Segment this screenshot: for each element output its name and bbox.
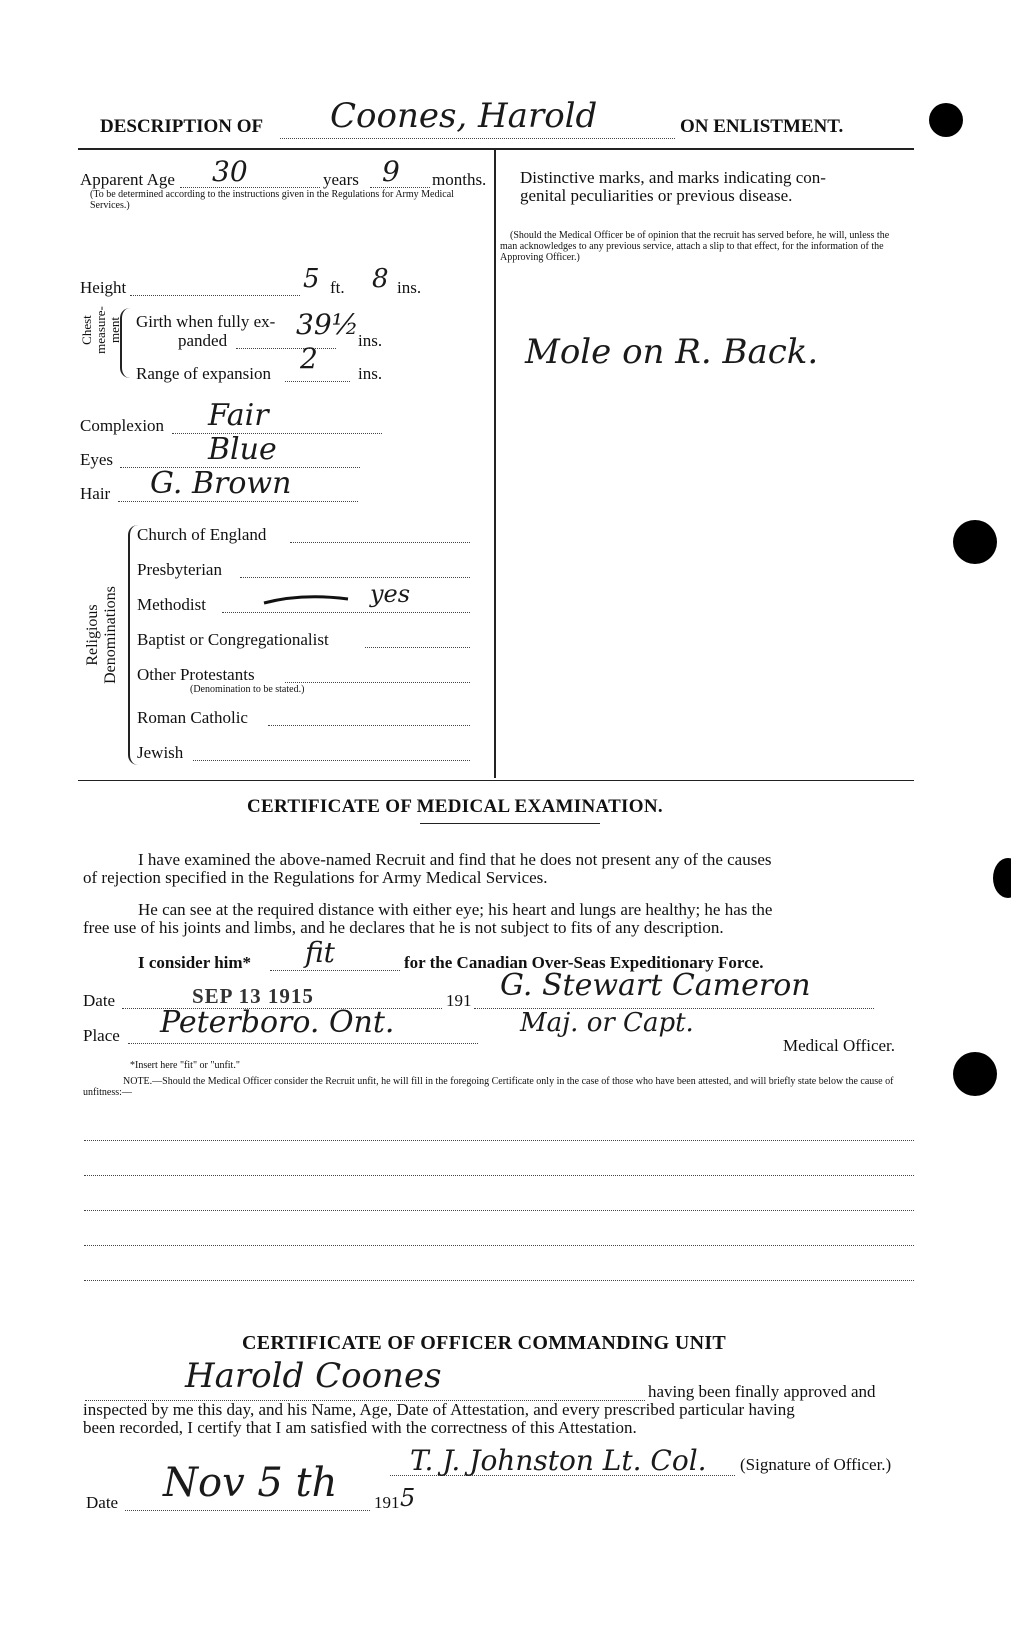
- header-prefix: DESCRIPTION OF: [100, 116, 264, 137]
- girth-ins-label: ins.: [358, 331, 383, 350]
- medical-officer-label: Medical Officer.: [783, 1036, 896, 1055]
- medical-place-label: Place: [83, 1026, 120, 1045]
- unfitness-line-5: [84, 1280, 914, 1281]
- eyes-value: Blue: [208, 432, 277, 467]
- age-years-value: 30: [212, 155, 248, 188]
- fitness-value: fit: [305, 936, 335, 969]
- commanding-line1: having been finally approved and: [648, 1382, 876, 1401]
- ins-label: ins.: [397, 278, 422, 297]
- religion-methodist: Methodist: [137, 595, 206, 614]
- commanding-line2: inspected by me this day, and his Name, Age, Date of Attestation, and every prescribed particular having: [83, 1400, 795, 1419]
- commanding-line3: been recorded, I certify that I am satisfied with the correctness of this Attestation.: [83, 1418, 637, 1437]
- hair-value: G. Brown: [150, 466, 292, 501]
- religion-baptist: Baptist or Congregationalist: [137, 630, 329, 649]
- hair-label: Hair: [80, 484, 111, 503]
- chest-measurement-label: Chest measure-ment: [79, 306, 122, 354]
- medical-certificate-title: CERTIFICATE OF MEDICAL EXAMINATION.: [247, 796, 663, 817]
- consider-prefix: I consider him*: [138, 953, 252, 972]
- religion-side-label-1: Religious: [84, 604, 101, 666]
- punch-hole: [953, 1052, 997, 1096]
- unfitness-note: NOTE.—Should the Medical Officer consider the Recruit unfit, he will fill in the foregoing Certificate only in the case of those who have been attested, and will briefly state below the cause of unfitness:—: [83, 1076, 894, 1098]
- denomination-note: (Denomination to be stated.): [190, 684, 305, 695]
- height-label: Height: [80, 278, 127, 297]
- punch-hole: [993, 858, 1011, 898]
- religion-roman-catholic: Roman Catholic: [137, 708, 248, 727]
- insert-note: *Insert here "fit" or "unfit.": [130, 1060, 240, 1071]
- punch-hole: [929, 103, 963, 137]
- top-rule: [78, 148, 914, 150]
- commanding-officer-signature: T. J. Johnston Lt. Col.: [410, 1444, 707, 1477]
- complexion-value: Fair: [208, 398, 269, 433]
- months-label: months.: [432, 170, 487, 189]
- marks-heading-2: genital peculiarities or previous disease.: [520, 186, 793, 205]
- ft-label: ft.: [330, 278, 345, 297]
- commanding-recruit-name: Harold Coones: [185, 1356, 442, 1396]
- commanding-certificate-title: CERTIFICATE OF OFFICER COMMANDING UNIT: [242, 1332, 727, 1354]
- commanding-date-label: Date: [86, 1493, 119, 1512]
- header-suffix: ON ENLISTMENT.: [680, 116, 844, 137]
- recruit-name-handwritten: Coones, Harold: [330, 96, 598, 136]
- marks-heading-1: Distinctive marks, and marks indicating con-: [520, 168, 826, 187]
- methodist-mark-value: yes: [370, 580, 411, 608]
- girth-value: 39½: [296, 308, 359, 341]
- unfitness-line-2: [84, 1175, 914, 1176]
- range-ins-label: ins.: [358, 364, 383, 383]
- complexion-label: Complexion: [80, 416, 165, 435]
- medical-place-value: Peterboro. Ont.: [160, 1005, 395, 1040]
- medical-date-stamp: SEP 13 1915: [192, 984, 314, 1008]
- punch-hole: [953, 520, 997, 564]
- medical-date-label: Date: [83, 991, 116, 1010]
- years-label: years: [323, 170, 359, 189]
- column-divider: [494, 150, 496, 778]
- commanding-year-prefix: 191: [374, 1493, 400, 1512]
- consider-suffix: for the Canadian Over-Seas Expeditionary Force.: [404, 953, 764, 972]
- age-months-value: 9: [382, 155, 400, 188]
- mid-rule: [78, 780, 914, 781]
- signature-of-officer-label: (Signature of Officer.): [740, 1455, 892, 1474]
- religion-side-label: [84, 560, 120, 710]
- height-in-value: 8: [372, 264, 389, 294]
- methodist-tick-mark: [262, 585, 352, 615]
- religion-other-protestants: Other Protestants: [137, 665, 255, 684]
- medical-para2-line2: free use of his joints and limbs, and he declares that he is not subject to fits of any description.: [83, 918, 724, 937]
- eyes-label: Eyes: [80, 450, 114, 469]
- commanding-year-suffix: 5: [400, 1484, 416, 1512]
- age-note: (To be determined according to the instructions given in the Regulations for Army Medical Services.): [90, 189, 454, 211]
- medical-para1-line1: I have examined the above-named Recruit and find that he does not present any of the causes: [138, 850, 772, 869]
- girth-label-1: Girth when fully ex-: [136, 312, 276, 331]
- chest-brace: [120, 308, 132, 378]
- religion-presbyterian: Presbyterian: [137, 560, 222, 579]
- commanding-date-value: Nov 5 th: [163, 1460, 338, 1506]
- medical-officer-signature: G. Stewart Cameron: [500, 968, 811, 1003]
- religion-side-label-2: Denominations: [102, 586, 119, 684]
- medical-officer-rank: Maj. or Capt.: [520, 1008, 694, 1038]
- unfitness-line-3: [84, 1210, 914, 1211]
- medical-title-underline: [420, 823, 600, 824]
- marks-note: (Should the Medical Officer be of opinion that the recruit has served before, he will, unless the man acknowledges to any previous service, attach a slip to that effect, for the information of the Approving Officer.): [500, 230, 890, 263]
- height-ft-value: 5: [303, 264, 320, 294]
- religion-church-of-england: Church of England: [137, 525, 267, 544]
- unfitness-line-4: [84, 1245, 914, 1246]
- distinctive-mark-entry: Mole on R. Back.: [525, 332, 819, 372]
- medical-date-year: 191: [446, 991, 472, 1010]
- girth-label-2: panded: [178, 331, 228, 350]
- apparent-age-label: Apparent Age: [80, 170, 175, 189]
- religion-jewish: Jewish: [137, 743, 184, 762]
- medical-para1-line2: of rejection specified in the Regulations for Army Medical Services.: [83, 868, 548, 887]
- range-value: 2: [300, 342, 318, 375]
- range-label: Range of expansion: [136, 364, 272, 383]
- unfitness-line-1: [84, 1140, 914, 1141]
- medical-para2-line1: He can see at the required distance with either eye; his heart and lungs are healthy; he has the: [138, 900, 773, 919]
